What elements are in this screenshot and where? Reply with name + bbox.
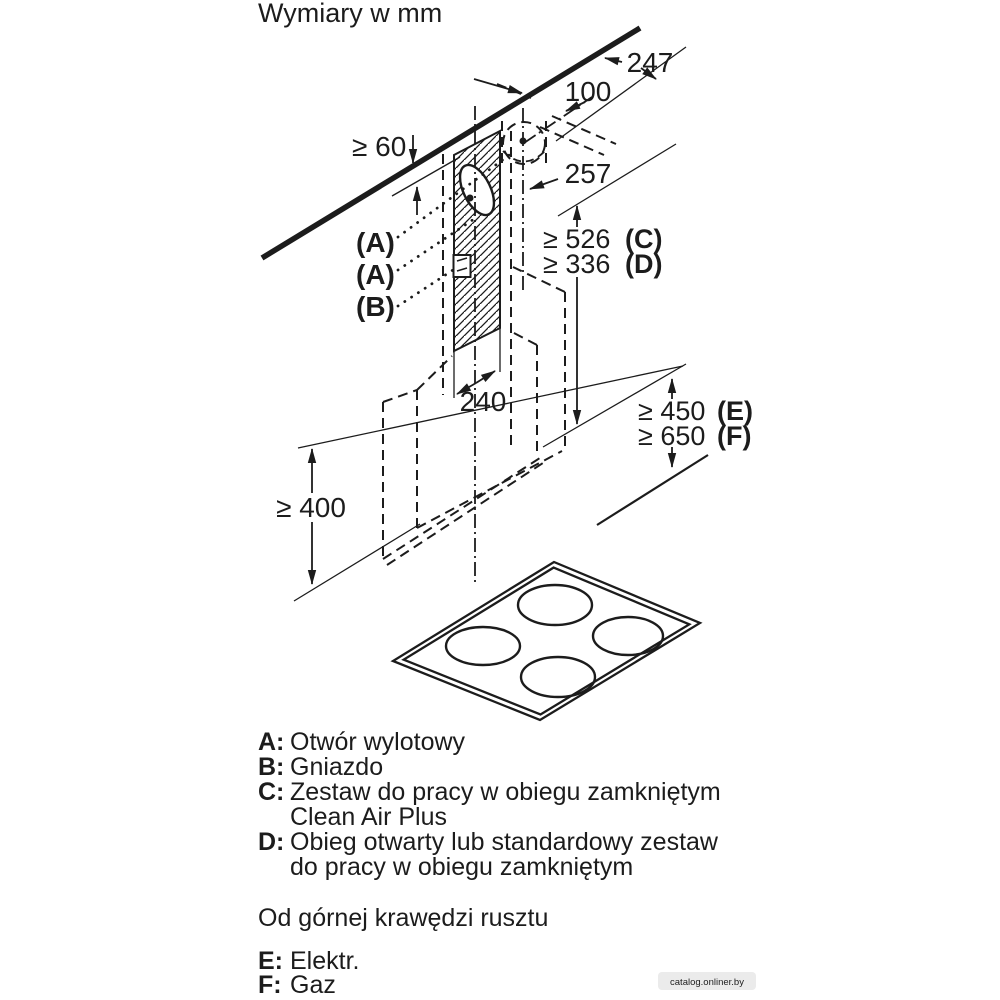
rear-outlet-center-dot bbox=[467, 195, 474, 202]
dim-240-label: 240 bbox=[459, 386, 507, 417]
leader-socket bbox=[398, 270, 453, 306]
dim-cd bbox=[543, 206, 662, 424]
watermark-text: catalog.onliner.by bbox=[670, 977, 744, 988]
legend-c-text2: Clean Air Plus bbox=[290, 803, 448, 831]
canopy-bottom-edge-outer bbox=[383, 456, 543, 559]
dim-100-label: 100 bbox=[564, 76, 612, 107]
dim-60 bbox=[352, 131, 417, 215]
callout-socket: (B) bbox=[356, 291, 395, 322]
dim-450-key: (E) bbox=[717, 396, 753, 426]
legend-f-text: Gaz bbox=[290, 971, 336, 999]
dim-400 bbox=[276, 449, 346, 584]
legend-c-text: Zestaw do pracy w obiegu zamkniętym bbox=[290, 778, 721, 806]
watermark bbox=[658, 972, 756, 990]
dim-ef bbox=[638, 379, 753, 467]
dim-247 bbox=[605, 47, 673, 79]
dim-247-label: 247 bbox=[626, 47, 674, 78]
dim-257-arrow bbox=[530, 179, 558, 189]
legend-e-key: E: bbox=[258, 947, 283, 975]
socket-symbol bbox=[454, 255, 471, 277]
legend-b-text: Gniazdo bbox=[290, 753, 384, 781]
dim-257 bbox=[530, 158, 611, 189]
callout-rear-outlet: (A) bbox=[356, 259, 395, 290]
dim-526-key: (C) bbox=[625, 224, 663, 254]
legend-a-text: Otwór wylotowy bbox=[290, 728, 466, 756]
duct-edge-1 bbox=[540, 127, 604, 155]
dim-100-arrow-left bbox=[474, 79, 522, 93]
legend-b-key: B: bbox=[258, 753, 285, 781]
dim-247-arrow-left bbox=[605, 58, 622, 62]
page-title: Wymiary w mm bbox=[258, 0, 443, 28]
mounting-plate bbox=[453, 131, 501, 351]
canopy-to-plate-edge bbox=[417, 356, 452, 390]
dim-240 bbox=[457, 371, 506, 417]
callout-top-outlet: (A) bbox=[356, 227, 395, 258]
dim-650-value: ≥ 650 bbox=[638, 421, 706, 451]
dim-450-value: ≥ 450 bbox=[638, 396, 706, 426]
dim-400-label: ≥ 400 bbox=[276, 492, 346, 523]
dim-240-arrow-right bbox=[476, 371, 495, 383]
legend-note: Od górnej krawędzi rusztu bbox=[258, 904, 549, 932]
dim-60-label: ≥ 60 bbox=[352, 131, 407, 162]
canopy-bottom-edge-inner bbox=[417, 451, 562, 528]
canopy-inner-top-edge bbox=[512, 332, 537, 345]
legend-f-key: F: bbox=[258, 971, 282, 999]
canopy-bottom-edge-outer2 bbox=[387, 461, 546, 565]
dim-336-key: (D) bbox=[625, 249, 663, 279]
legend-e-text: Elektr. bbox=[290, 947, 360, 975]
legend-d-key: D: bbox=[258, 828, 285, 856]
dim-650-key: (F) bbox=[717, 421, 752, 451]
legend-d-text2: do pracy w obiegu zamkniętym bbox=[290, 853, 634, 881]
ref-line-grate bbox=[597, 455, 708, 525]
canopy-top-left-edge bbox=[383, 390, 417, 402]
dim-100 bbox=[474, 76, 611, 111]
dim-336-value: ≥ 336 bbox=[543, 249, 611, 279]
mounting-plate-outline bbox=[454, 131, 500, 351]
legend-d-text: Obieg otwarty lub standardowy zestaw bbox=[290, 828, 718, 856]
dim-257-label: 257 bbox=[564, 158, 612, 189]
dim-526-value: ≥ 526 bbox=[543, 224, 611, 254]
cooktop bbox=[393, 562, 700, 720]
legend bbox=[258, 728, 721, 999]
legend-a-key: A: bbox=[258, 728, 285, 756]
ref-line-60 bbox=[392, 157, 460, 196]
legend-c-key: C: bbox=[258, 778, 285, 806]
